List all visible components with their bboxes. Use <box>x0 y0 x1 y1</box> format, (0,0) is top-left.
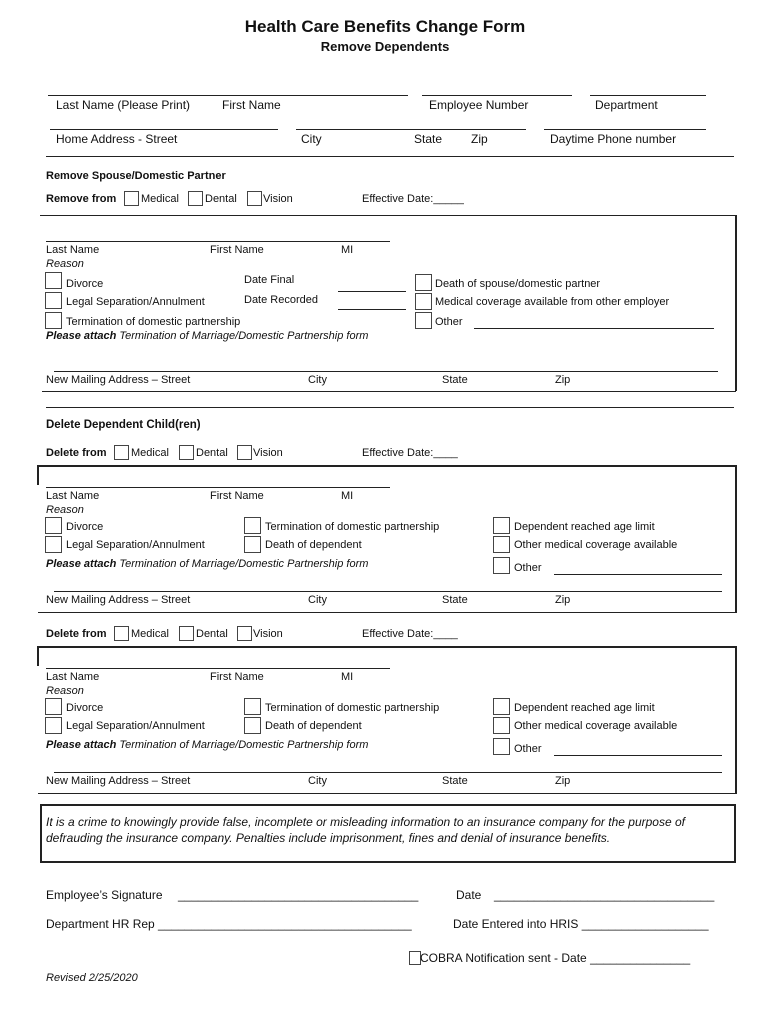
spouse-medical-label: Medical <box>141 193 179 205</box>
spouse-section-title: Remove Spouse/Domestic Partner <box>46 170 226 182</box>
hr-rep-field[interactable]: Department HR Rep ______________________________________ <box>46 917 412 931</box>
spouse-name-line[interactable] <box>46 241 390 242</box>
spouse-mailing-label: New Mailing Address – Street <box>46 374 191 386</box>
child2-other-medical-label: Other medical coverage available <box>514 720 678 732</box>
spouse-termination-label: Termination of domestic partnership <box>66 316 241 328</box>
child1-termination-label: Termination of domestic partnership <box>265 521 440 533</box>
child1-reason-label: Reason <box>46 504 84 516</box>
spouse-medical-other-checkbox[interactable] <box>415 293 432 310</box>
child2-death-checkbox[interactable] <box>244 717 261 734</box>
signature-date-line[interactable]: _________________________________ <box>494 888 715 902</box>
child1-box-right <box>735 465 737 613</box>
spouse-legal-sep-label: Legal Separation/Annulment <box>66 296 205 308</box>
child2-divorce-label: Divorce <box>66 702 104 714</box>
spouse-mailing-zip: Zip <box>555 374 571 386</box>
spouse-legal-sep-checkbox[interactable] <box>45 292 62 309</box>
child2-termination-label: Termination of domestic partnership <box>265 702 440 714</box>
date-hris-field[interactable]: Date Entered into HRIS ___________________ <box>453 917 709 931</box>
employee-signature-line[interactable]: ____________________________________ <box>178 888 419 902</box>
disclaimer-box <box>40 804 736 863</box>
child2-termination-checkbox[interactable] <box>244 698 261 715</box>
spouse-divorce-checkbox[interactable] <box>45 272 62 289</box>
revised-date: Revised 2/25/2020 <box>46 972 138 984</box>
child2-dental-label: Dental <box>196 628 228 640</box>
child2-box-left <box>37 646 39 666</box>
child1-attach-note <box>46 558 368 570</box>
child2-box-bottom <box>38 793 737 794</box>
child1-legal-sep-checkbox[interactable] <box>45 536 62 553</box>
department-label: Department <box>595 98 658 112</box>
spouse-box-right <box>735 215 737 391</box>
child1-box-bottom <box>38 612 737 613</box>
child1-mi-label: MI <box>341 490 354 502</box>
spouse-mailing-line[interactable] <box>54 371 718 372</box>
date-final-label: Date Final <box>244 274 295 286</box>
child1-dental-checkbox[interactable] <box>179 445 194 460</box>
home-address-label: Home Address - Street <box>56 132 178 146</box>
child2-last-name-label: Last Name <box>46 671 100 683</box>
child2-effective-date[interactable]: Effective Date:____ <box>362 628 458 640</box>
spouse-other-label: Other <box>435 316 463 328</box>
last-name-label: Last Name (Please Print) <box>56 98 191 112</box>
phone-line[interactable] <box>544 129 706 130</box>
child2-other-medical-checkbox[interactable] <box>493 717 510 734</box>
child1-other-line[interactable] <box>554 574 722 575</box>
child2-mailing-city: City <box>308 775 327 787</box>
spouse-last-name-label: Last Name <box>46 244 100 256</box>
spouse-attach-note <box>46 330 368 342</box>
child2-dental-checkbox[interactable] <box>179 626 194 641</box>
child1-other-medical-label: Other medical coverage available <box>514 539 678 551</box>
date-recorded-label: Date Recorded <box>244 294 318 306</box>
child1-termination-checkbox[interactable] <box>244 517 261 534</box>
date-recorded-line[interactable] <box>338 309 406 310</box>
child2-attach-text: Termination of Marriage/Domestic Partnership form <box>119 739 369 751</box>
spouse-dental-label: Dental <box>205 193 237 205</box>
child2-box-right <box>735 646 737 794</box>
child2-mailing-state: State <box>442 775 468 787</box>
child2-death-label: Death of dependent <box>265 720 362 732</box>
child1-other-checkbox[interactable] <box>493 557 510 574</box>
spouse-medical-checkbox[interactable] <box>124 191 139 206</box>
signature-date-label: Date <box>456 888 482 902</box>
child1-last-name-label: Last Name <box>46 490 100 502</box>
spouse-attach-bold: Please attach <box>46 330 117 342</box>
child2-legal-sep-label: Legal Separation/Annulment <box>66 720 205 732</box>
spouse-death-label: Death of spouse/domestic partner <box>435 278 601 290</box>
child2-other-label: Other <box>514 743 542 755</box>
form-title: Health Care Benefits Change Form <box>244 17 526 36</box>
spouse-box-bottom <box>42 391 736 392</box>
disclaimer-text: It is a crime to knowingly provide false, incomplete or misleading information to an insurance company for the purpose of defrauding the insurance company. Penalties include imprisonment, fines and denial of insurance benefits. <box>46 815 685 845</box>
city-state-zip-line[interactable] <box>296 129 526 130</box>
divider <box>46 407 734 408</box>
child1-medical-label: Medical <box>131 447 169 459</box>
child2-medical-label: Medical <box>131 628 169 640</box>
child1-attach-bold: Please attach <box>46 558 117 570</box>
child2-first-name-label: First Name <box>210 671 264 683</box>
remove-from-label: Remove from <box>46 193 117 205</box>
spouse-mailing-city: City <box>308 374 327 386</box>
child2-age-limit-checkbox[interactable] <box>493 698 510 715</box>
spouse-divorce-label: Divorce <box>66 278 104 290</box>
employee-signature-label: Employee’s Signature <box>46 888 163 902</box>
child1-mailing-label: New Mailing Address – Street <box>46 594 191 606</box>
spouse-vision-checkbox[interactable] <box>247 191 262 206</box>
name-line[interactable] <box>48 95 408 96</box>
first-name-label: First Name <box>222 98 281 112</box>
state-label: State <box>414 132 443 146</box>
child2-mailing-label: New Mailing Address – Street <box>46 775 191 787</box>
city-label: City <box>301 132 322 146</box>
child-section-title: Delete Dependent Child(ren) <box>46 419 201 431</box>
spouse-box-top <box>40 215 736 216</box>
employee-number-line[interactable] <box>422 95 572 96</box>
spouse-other-checkbox[interactable] <box>415 312 432 329</box>
child1-dental-label: Dental <box>196 447 228 459</box>
child2-attach-bold: Please attach <box>46 739 117 751</box>
spouse-effective-date[interactable]: Effective Date:_____ <box>362 193 464 205</box>
child1-other-medical-checkbox[interactable] <box>493 536 510 553</box>
child2-mailing-line[interactable] <box>54 772 722 773</box>
child1-other-label: Other <box>514 562 542 574</box>
department-line[interactable] <box>590 95 706 96</box>
spouse-reason-label: Reason <box>46 258 84 270</box>
delete-from-label: Delete from <box>46 628 107 640</box>
child2-other-checkbox[interactable] <box>493 738 510 755</box>
child2-vision-checkbox[interactable] <box>237 626 252 641</box>
child1-mailing-zip: Zip <box>555 594 571 606</box>
child1-mailing-city: City <box>308 594 327 606</box>
spouse-dental-checkbox[interactable] <box>188 191 203 206</box>
child1-box-left <box>37 465 39 485</box>
date-final-line[interactable] <box>338 291 406 292</box>
phone-label: Daytime Phone number <box>550 132 677 146</box>
child1-mailing-line[interactable] <box>54 591 722 592</box>
child1-age-limit-label: Dependent reached age limit <box>514 521 655 533</box>
child1-box-top <box>38 465 737 467</box>
child1-divorce-checkbox[interactable] <box>45 517 62 534</box>
child2-box-top <box>38 646 737 648</box>
spouse-death-checkbox[interactable] <box>415 274 432 291</box>
child2-reason-label: Reason <box>46 685 84 697</box>
spouse-first-name-label: First Name <box>210 244 264 256</box>
child1-name-line[interactable] <box>46 487 390 488</box>
divider <box>46 156 734 157</box>
child1-vision-checkbox[interactable] <box>237 445 252 460</box>
child2-medical-checkbox[interactable] <box>114 626 129 641</box>
spouse-vision-label: Vision <box>263 193 293 205</box>
child1-vision-label: Vision <box>253 447 283 459</box>
spouse-medical-other-label: Medical coverage available from other employer <box>435 296 670 308</box>
child1-first-name-label: First Name <box>210 490 264 502</box>
child1-divorce-label: Divorce <box>66 521 104 533</box>
child2-legal-sep-checkbox[interactable] <box>45 717 62 734</box>
child1-death-checkbox[interactable] <box>244 536 261 553</box>
child1-mailing-state: State <box>442 594 468 606</box>
child2-mi-label: MI <box>341 671 354 683</box>
zip-label: Zip <box>471 132 488 146</box>
child1-age-limit-checkbox[interactable] <box>493 517 510 534</box>
child2-divorce-checkbox[interactable] <box>45 698 62 715</box>
child1-attach-text: Termination of Marriage/Domestic Partnership form <box>119 558 369 570</box>
spouse-other-line[interactable] <box>474 328 714 329</box>
delete-from-label: Delete from <box>46 447 107 459</box>
spouse-mi-label: MI <box>341 244 354 256</box>
child1-medical-checkbox[interactable] <box>114 445 129 460</box>
child2-mailing-zip: Zip <box>555 775 571 787</box>
home-address-line[interactable] <box>50 129 278 130</box>
child2-vision-label: Vision <box>253 628 283 640</box>
child1-legal-sep-label: Legal Separation/Annulment <box>66 539 205 551</box>
child2-name-line[interactable] <box>46 668 390 669</box>
child2-age-limit-label: Dependent reached age limit <box>514 702 655 714</box>
child1-effective-date[interactable]: Effective Date:____ <box>362 447 458 459</box>
child1-death-label: Death of dependent <box>265 539 362 551</box>
spouse-termination-checkbox[interactable] <box>45 312 62 329</box>
cobra-notification-field[interactable]: COBRA Notification sent - Date _______________ <box>420 951 691 965</box>
child2-other-line[interactable] <box>554 755 722 756</box>
spouse-attach-text: Termination of Marriage/Domestic Partnership form <box>119 330 369 342</box>
employee-number-label: Employee Number <box>429 98 529 112</box>
child2-attach-note <box>46 739 368 751</box>
form-subtitle: Remove Dependents <box>320 39 450 54</box>
spouse-mailing-state: State <box>442 374 468 386</box>
